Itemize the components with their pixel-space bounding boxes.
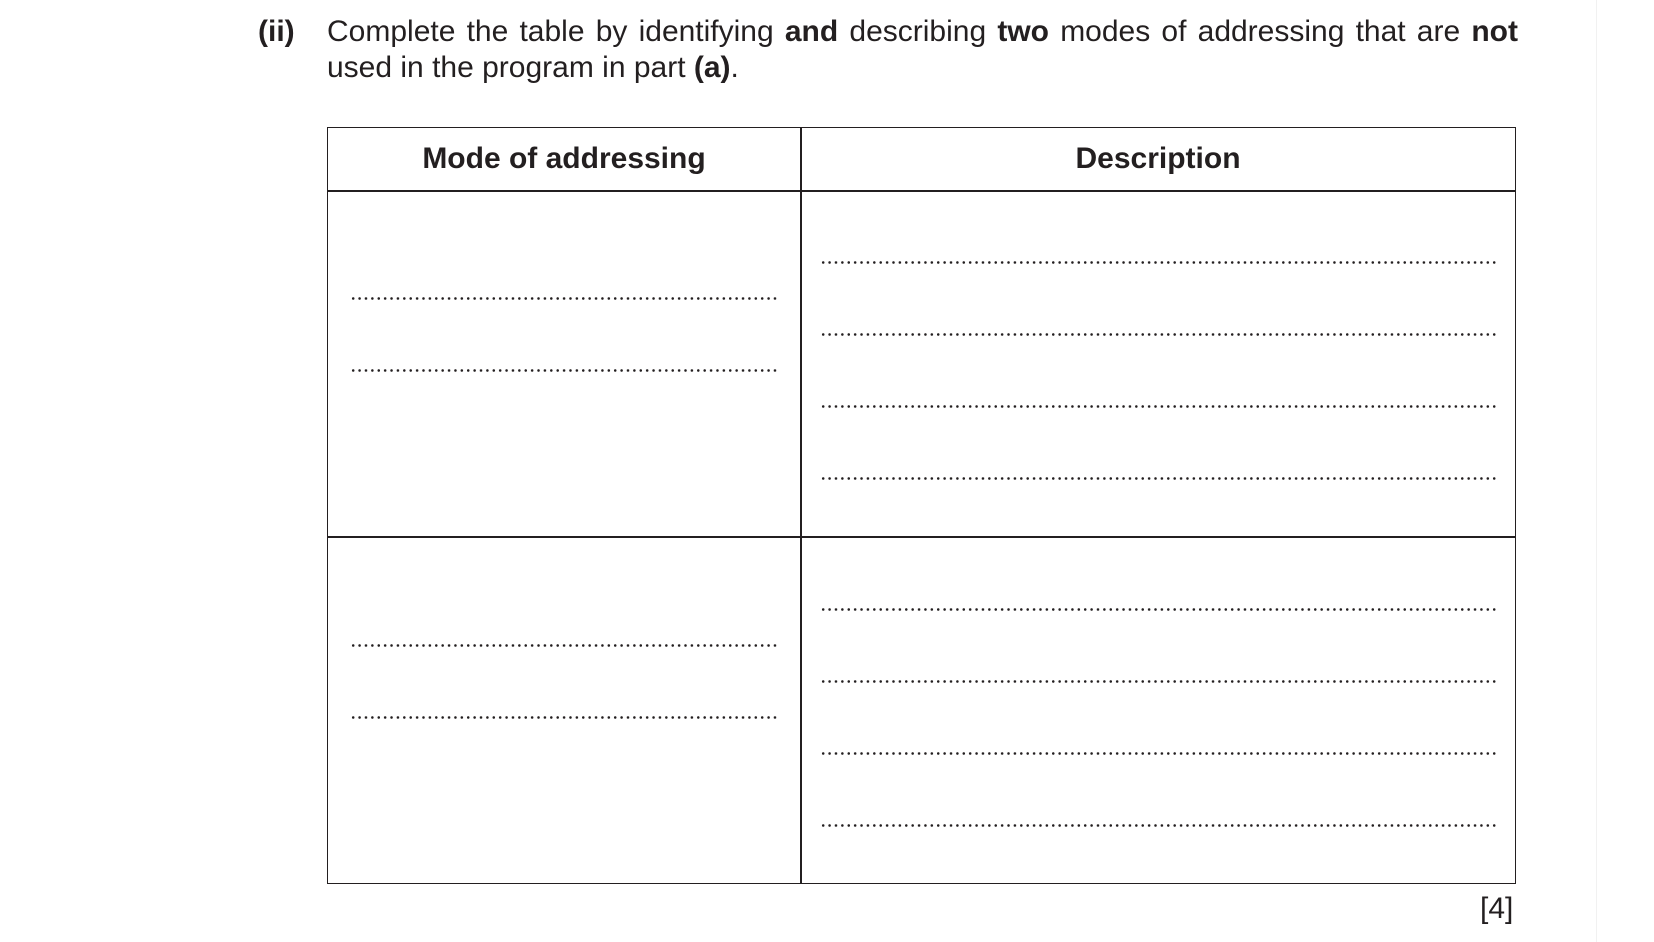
question-number: (ii) — [258, 15, 295, 48]
question-text-part: Complete the table by identifying — [327, 15, 785, 48]
description-answer-line-row-2[interactable] — [820, 608, 1496, 611]
question-text-part: two — [997, 15, 1049, 48]
question-text-part: used in the program in part — [327, 51, 694, 84]
mode-answer-line-row-1[interactable] — [350, 369, 778, 372]
description-answer-line-row-1[interactable] — [820, 333, 1496, 336]
description-answer-line-row-1[interactable] — [820, 477, 1496, 480]
header-description: Description — [1075, 142, 1241, 175]
question-text-part: and — [784, 15, 839, 48]
header-mode-of-addressing: Mode of addressing — [422, 142, 706, 175]
row-divider — [328, 536, 1515, 538]
question-text-part: . — [730, 51, 739, 84]
question-text-part: describing — [838, 15, 998, 48]
marks-allocation: [4] — [1480, 892, 1514, 925]
mode-answer-line-row-2[interactable] — [350, 716, 778, 719]
question-text-part: not — [1471, 15, 1518, 48]
description-answer-line-row-2[interactable] — [820, 680, 1496, 683]
mode-answer-line-row-1[interactable] — [350, 297, 778, 300]
column-divider — [800, 128, 802, 883]
page-edge — [1596, 0, 1597, 942]
description-answer-line-row-1[interactable] — [820, 261, 1496, 264]
question-text-part: modes of addressing that are — [1049, 15, 1472, 48]
description-answer-line-row-1[interactable] — [820, 405, 1496, 408]
header-divider — [328, 190, 1515, 192]
mode-answer-line-row-2[interactable] — [350, 644, 778, 647]
description-answer-line-row-2[interactable] — [820, 752, 1496, 755]
question-text — [327, 14, 1518, 86]
description-answer-line-row-2[interactable] — [820, 824, 1496, 827]
question-text-part: (a) — [693, 51, 731, 84]
answer-table — [327, 127, 1516, 884]
